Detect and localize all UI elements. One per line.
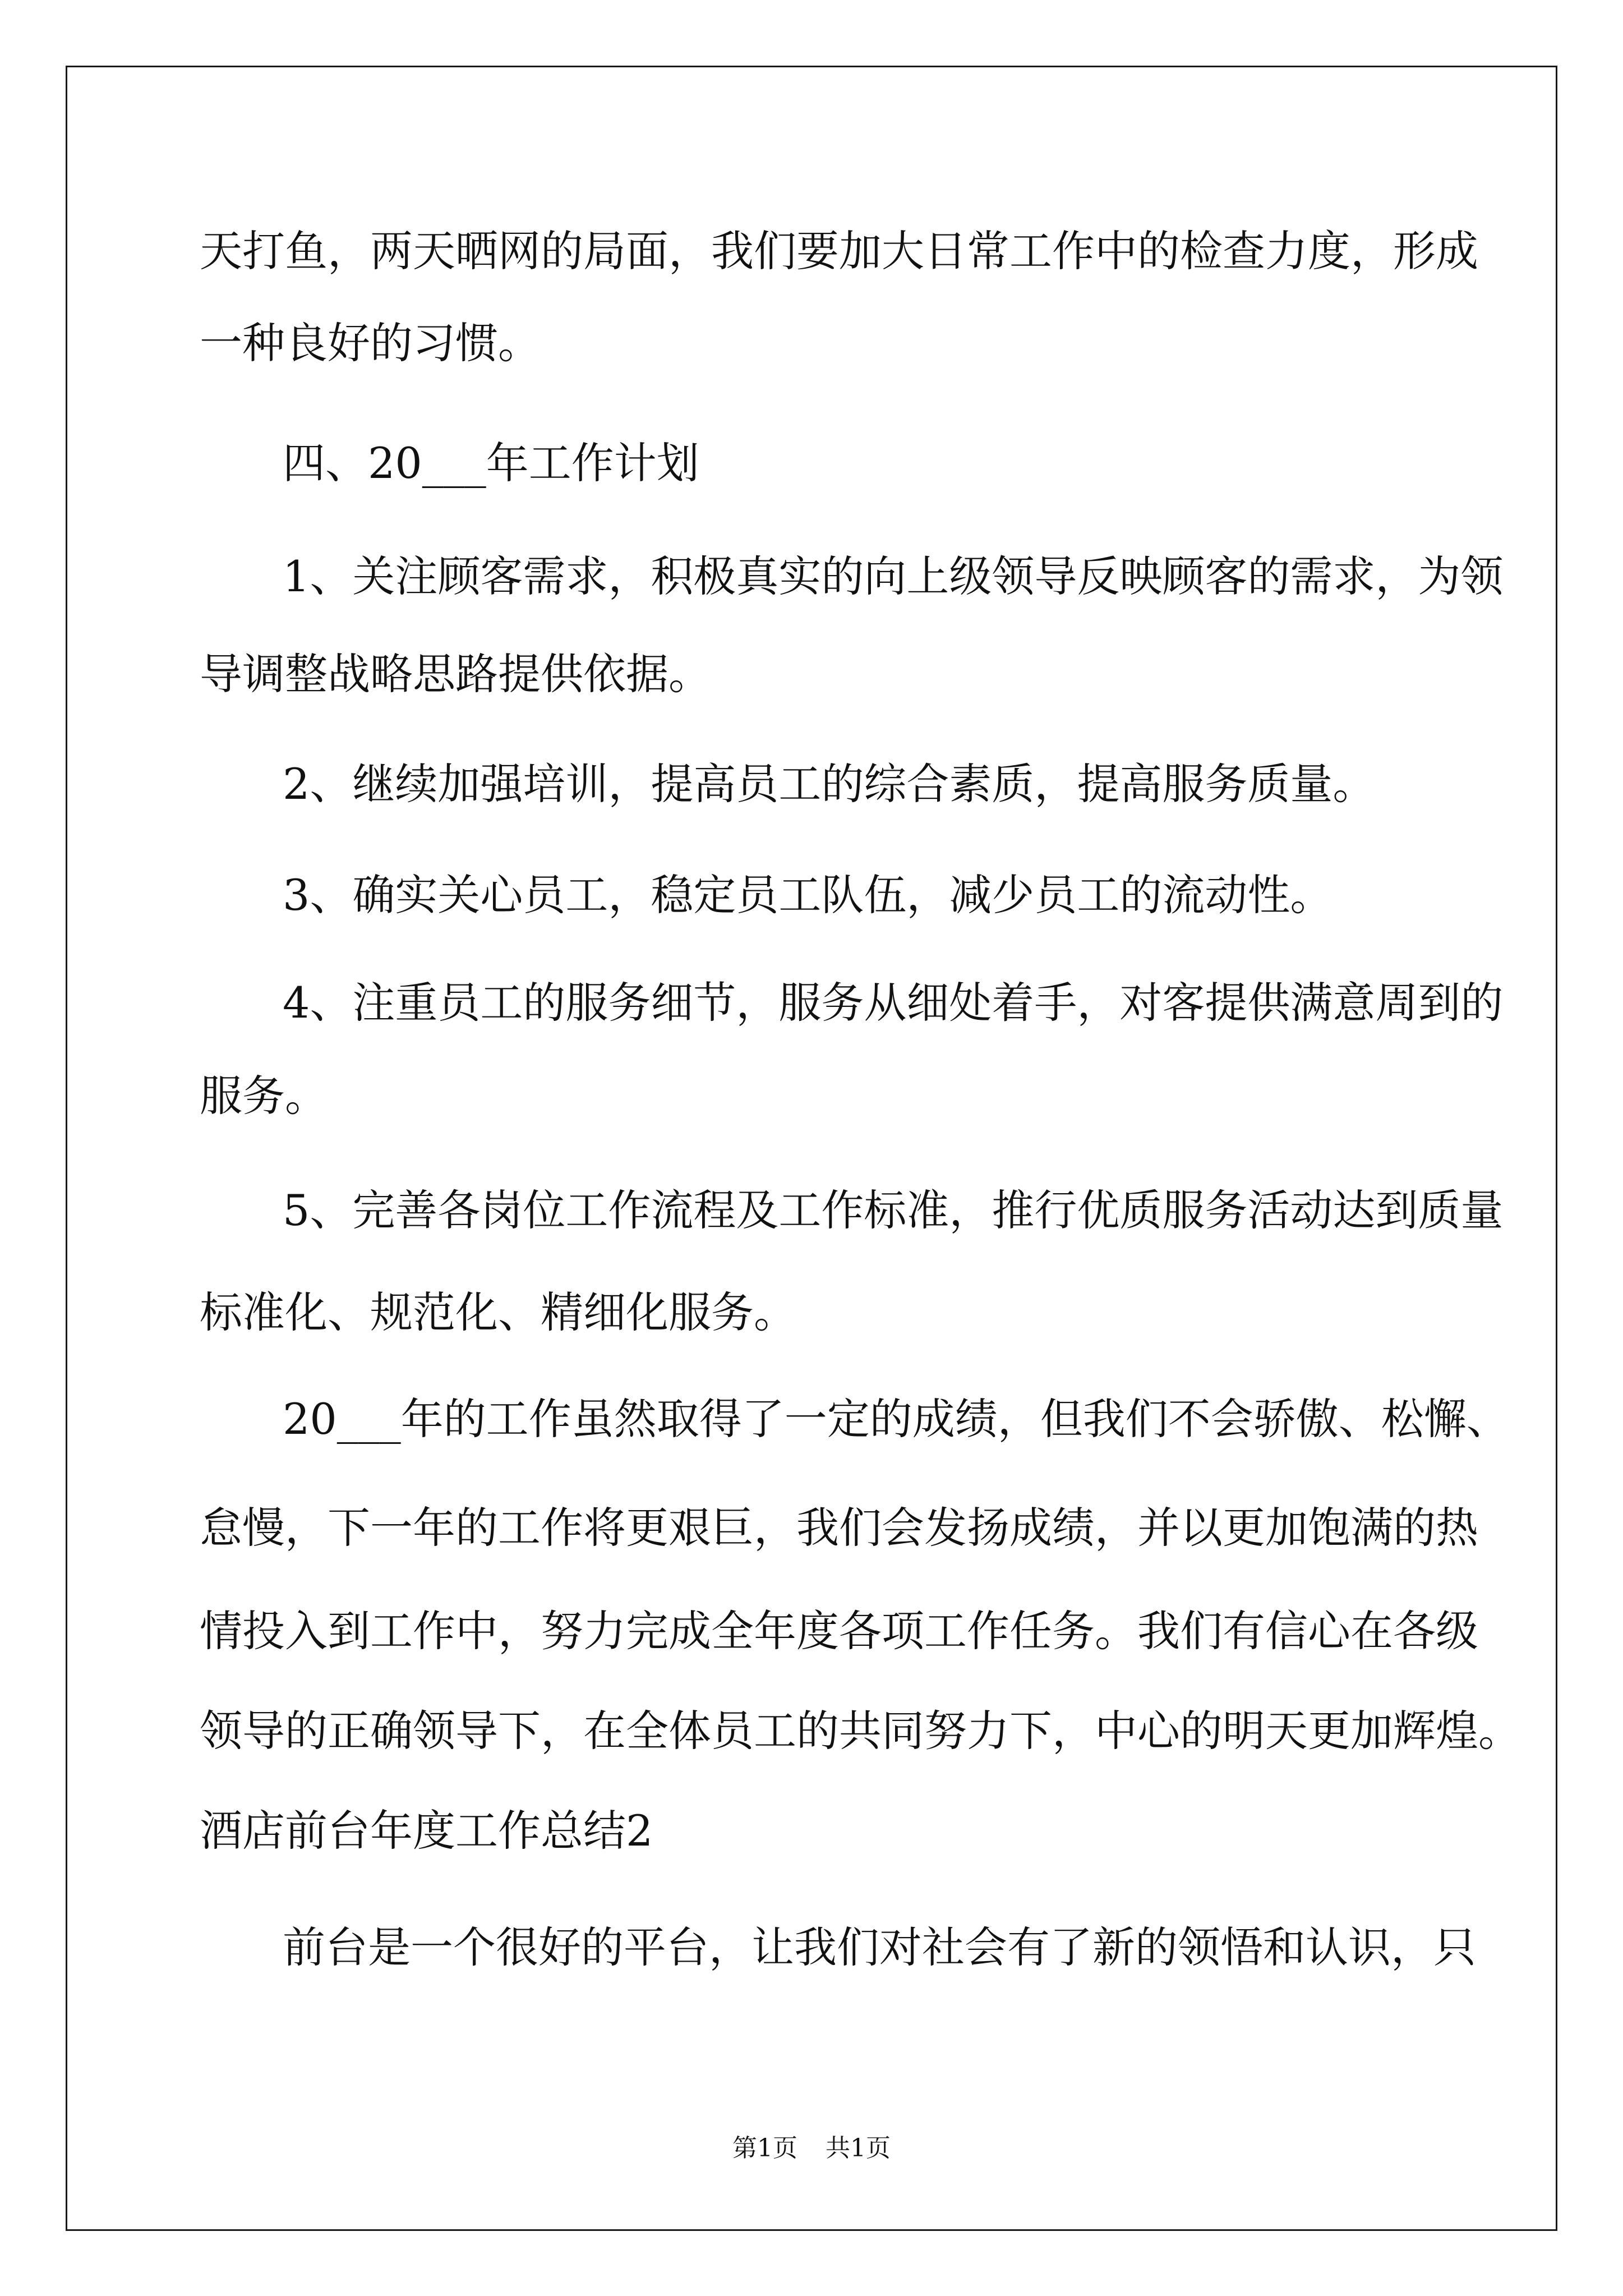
text-line: 一种良好的习惯。 (200, 318, 541, 368)
page-border (66, 66, 1557, 2231)
text-line: 4、注重员工的服务细节，服务从细处着手，对客提供满意周到的 (283, 978, 1504, 1028)
page-total: 共1页 (826, 2134, 891, 2162)
text-line: 服务。 (200, 1071, 328, 1121)
section-title: 酒店前台年度工作总结2 (200, 1806, 653, 1856)
text-line: 20___年的工作虽然取得了一定的成绩，但我们不会骄傲、松懈、 (283, 1394, 1509, 1444)
text-line: 2、继续加强培训，提高员工的综合素质，提高服务质量。 (283, 759, 1376, 809)
section-heading: 四、20___年工作计划 (283, 438, 699, 488)
text-line: 3、确实关心员工，稳定员工队伍，减少员工的流动性。 (283, 870, 1333, 920)
text-line: 前台是一个很好的平台，让我们对社会有了新的领悟和认识，只 (283, 1922, 1476, 1972)
text-line: 标准化、规范化、精细化服务。 (200, 1287, 796, 1337)
text-line: 情投入到工作中，努力完成全年度各项工作任务。我们有信心在各级 (200, 1606, 1478, 1656)
text-line: 1、关注顾客需求，积极真实的向上级领导反映顾客的需求，为领 (283, 551, 1504, 601)
text-line: 领导的正确领导下，在全体员工的共同努力下，中心的明天更加辉煌。 (200, 1706, 1521, 1756)
text-line: 怠慢，下一年的工作将更艰巨，我们会发扬成绩，并以更加饱满的热 (200, 1503, 1478, 1553)
page-footer (0, 2132, 1623, 2165)
page-number: 第1页 (732, 2134, 797, 2162)
text-line: 天打鱼，两天晒网的局面，我们要加大日常工作中的检查力度，形成 (200, 226, 1478, 276)
text-line: 导调整战略思路提供依据。 (200, 649, 711, 699)
text-line: 5、完善各岗位工作流程及工作标准，推行优质服务活动达到质量 (283, 1185, 1504, 1235)
